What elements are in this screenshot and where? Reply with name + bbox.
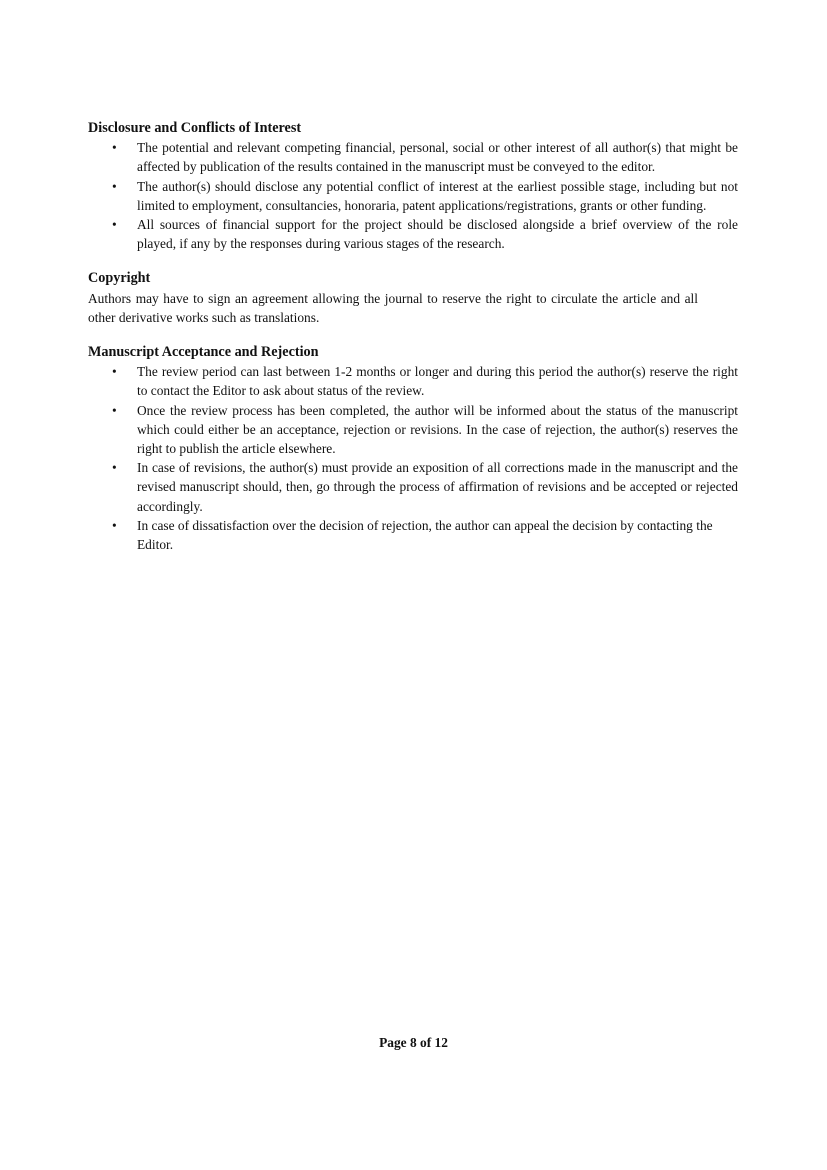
list-item xyxy=(88,362,738,400)
list-item xyxy=(88,215,738,253)
list-item xyxy=(88,516,738,554)
list-item-text: In case of revisions, the author(s) must provide an exposition of all corrections made in the manuscript and the revised manuscript should, then, go through the process of affirmation of revisions and be accepted or rejected accordingly. xyxy=(137,460,738,514)
list-item-text: In case of dissatisfaction over the decision of rejection, the author can appeal the decision by contacting the Editor. xyxy=(137,517,713,553)
bullet-icon: • xyxy=(112,140,117,156)
section-paragraph: Authors may have to sign an agreement allowing the journal to reserve the right to circulate the article and all other derivative works such as translations. xyxy=(88,290,698,325)
bullet-icon: • xyxy=(112,460,117,476)
bullet-icon: • xyxy=(112,364,117,380)
list-item xyxy=(88,458,738,516)
list-item xyxy=(88,177,738,215)
bullet-list xyxy=(88,138,738,253)
bullet-icon: • xyxy=(112,402,117,418)
list-item-text: Once the review process has been completed, the author will be informed about the status of the manuscript which could either be an acceptance, rejection or revisions. In the case of rejection, the author(s) reserves the right to publish the article elsewhere. xyxy=(137,402,738,457)
section-heading: Manuscript Acceptance and Rejection xyxy=(88,344,319,361)
bullet-icon: • xyxy=(112,217,117,233)
section-disclosure xyxy=(88,119,738,253)
section-copyright xyxy=(88,269,738,327)
section-heading: Copyright xyxy=(88,270,151,287)
bullet-icon: • xyxy=(112,517,117,533)
section-heading: Disclosure and Conflicts of Interest xyxy=(88,120,302,136)
page-number: Page 8 of 12 xyxy=(379,1035,448,1050)
list-item xyxy=(88,401,738,459)
list-item xyxy=(88,138,738,176)
bullet-icon: • xyxy=(112,178,117,194)
section-acceptance-rejection xyxy=(88,343,738,554)
list-item-text: The potential and relevant competing financial, personal, social or other interest of all author(s) that might be affected by publication of the results contained in the manuscript must be conveyed to the editor. xyxy=(137,140,738,175)
document-body xyxy=(88,119,738,554)
list-item-text: The author(s) should disclose any potential conflict of interest at the earliest possible stage, including but not limited to employment, consultancies, honoraria, patent applications/registrations, grants or other funding. xyxy=(137,178,738,213)
bullet-list xyxy=(88,362,738,554)
list-item-text: The review period can last between 1-2 months or longer and during this period the author(s) reserve the right to contact the Editor to ask about status of the review. xyxy=(137,364,738,399)
list-item-text: All sources of financial support for the project should be disclosed alongside a brief overview of the role played, if any by the responses during various stages of the research. xyxy=(137,217,738,252)
